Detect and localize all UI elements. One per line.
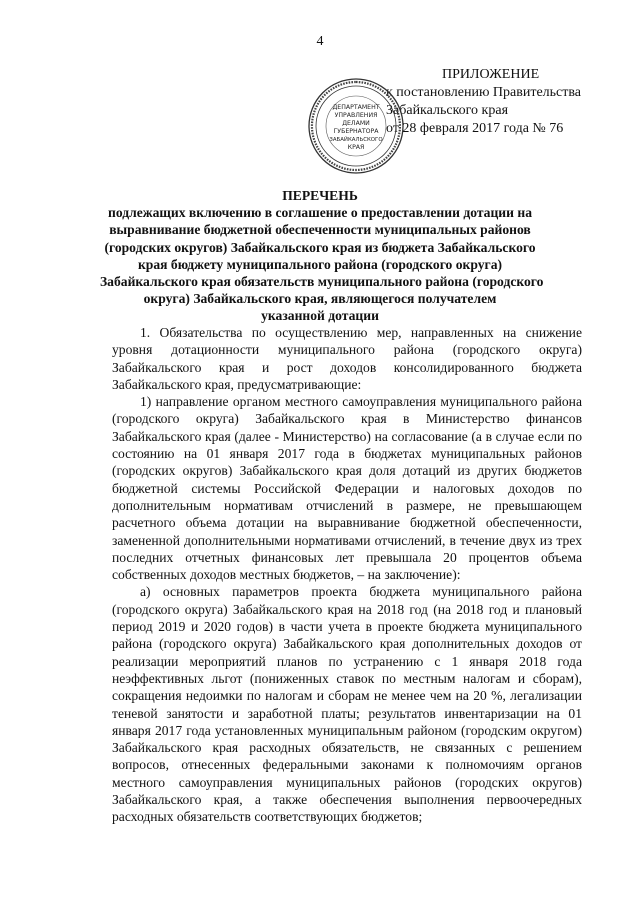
- title-line: ПЕРЕЧЕНЬ: [282, 188, 358, 203]
- title-line: (городских округов) Забайкальского края из бюджета Забайкальского: [104, 239, 536, 255]
- annex-title: ПРИЛОЖЕНИЕ: [442, 67, 540, 82]
- annex-region-line: Забайкальского края: [386, 103, 509, 118]
- title-line: выравнивание бюджетной обеспеченности муниципальных районов: [109, 222, 531, 238]
- document-title: [100, 187, 544, 325]
- annex-resolution-line: к постановлению Правительства: [386, 85, 582, 100]
- document-body: [112, 324, 582, 826]
- title-line: края бюджету муниципального района (городского округа): [137, 256, 503, 272]
- title-line: указанной дотации: [261, 308, 379, 324]
- stamp-line: ДЕЛАМИ: [342, 120, 370, 127]
- paragraph: а) основных параметров проекта бюджета муниципального района (городского округа) Забайкальского края на 2018 год (на 2018 год и плановый период 2019 и 2020 годов) в части учета в проекте бюджета муниципального района (городского округа) Забайкальского края дополнительных доходов от реализации мероприятий планов по устранению с 1 января 2018 года неэффективных льгот (пониженных ставок по местным налогам и сборам), сокращения недоимки по налогам и сборам не менее чем на 20 %, легализации теневой занятости и заработной платы; результатов инвентаризации на 01 января 2017 года установленных муниципальным районом (городским округом) Забайкальского края расходных обязательств, не связанных с решением вопросов, отнесенных федеральными законами к полномочиям органов местного самоуправления муниципальных районов (городских округов) Забайкальского края, а также обеспечения выполнения первоочередных расходных обязательств соответствующих бюджетов;: [112, 584, 582, 825]
- title-line: подлежащих включению в соглашение о предоставлении дотации на: [107, 205, 532, 221]
- page-number: 4: [316, 34, 324, 49]
- stamp-line: ГУБЕРНАТОРА: [333, 128, 379, 135]
- title-line: Забайкальского края обязательств муниципального района (городского: [100, 274, 544, 290]
- annex-block: [386, 66, 616, 138]
- paragraph: 1. Обязательства по осуществлению мер, направленных на снижение уровня дотационности муниципального района (городского округа) Забайкальского края и рост доходов консолидированного бюджета Забайкальского края, предусматривающие:: [112, 325, 582, 392]
- stamp-line: КРАЯ: [347, 144, 365, 151]
- stamp-line: ЗАБАЙКАЛЬСКОГО: [329, 137, 383, 143]
- stamp-line: ДЕПАРТАМЕНТ: [332, 104, 380, 111]
- official-stamp: [306, 76, 406, 176]
- stamp-line: УПРАВЛЕНИЯ: [334, 112, 378, 119]
- annex-date-line: от 28 февраля 2017 года № 76: [386, 121, 564, 136]
- title-line: округа) Забайкальского края, являющегося получателем: [143, 291, 497, 307]
- paragraph: 1) направление органом местного самоуправления муниципального района (городского округа) Забайкальского края в Министерство финансов Забайкальского края (далее - Министерство) на согласование (а в случае если по состоянию на 01 января 2017 года в бюджетах муниципальных районов (городских округов) Забайкальского края доля дотаций из других бюджетов бюджетной системы Российской Федерации и налоговых доходов по дополнительным нормативам отчислений в размере, не превышающем расчетного объема дотации на выравнивание бюджетной обеспеченности, замененной дополнительными нормативами отчислений, в течение двух из трех последних отчетных финансовых лет превышала 20 процентов объема собственных доходов местных бюджетов, – на заключение):: [112, 394, 582, 583]
